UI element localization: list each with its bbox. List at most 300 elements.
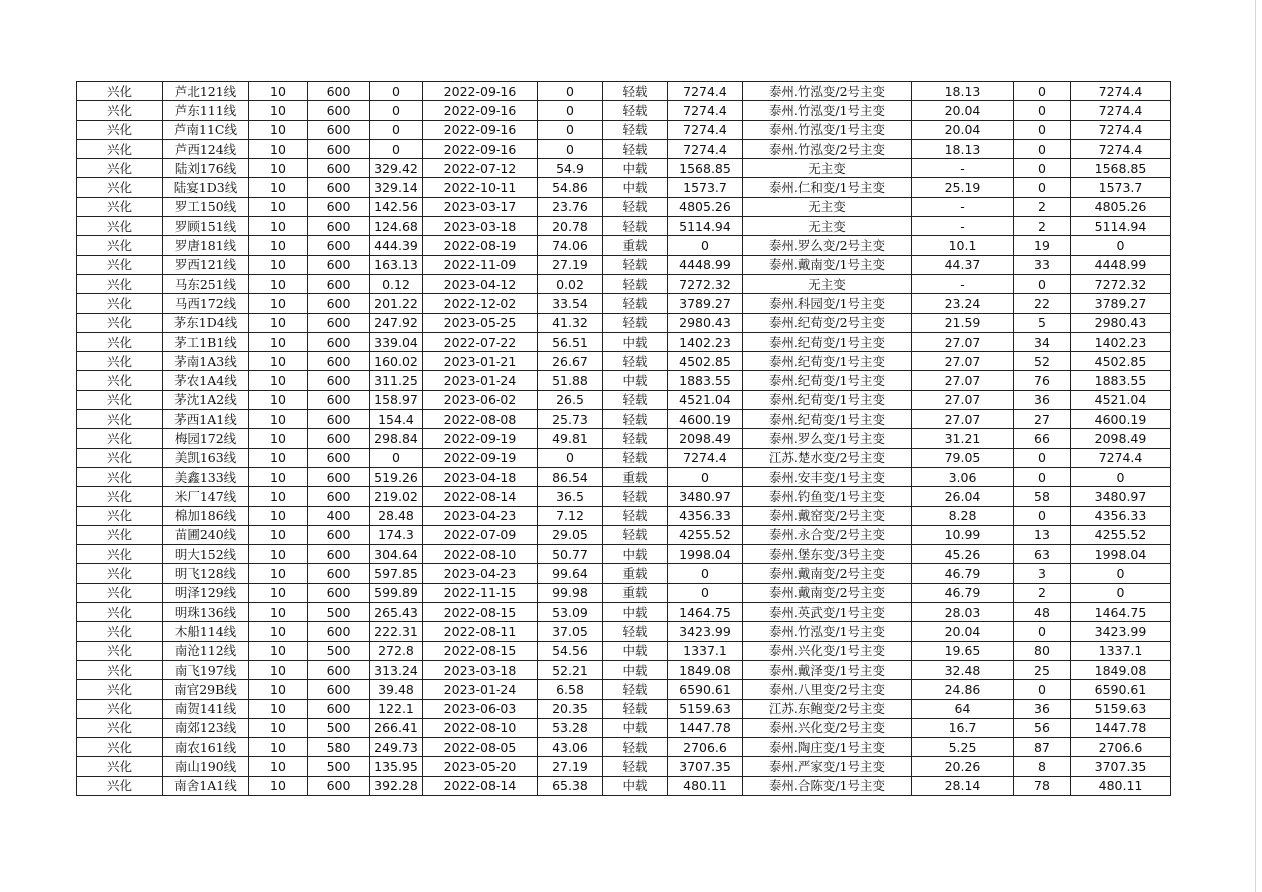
table-cell: 600 [308,545,370,564]
table-cell: 0 [668,564,743,583]
table-cell: 600 [308,487,370,506]
table-cell: 兴化 [77,583,163,602]
table-cell: 63 [1014,545,1071,564]
table-cell: 江苏.楚水变/2号主变 [743,448,912,467]
table-row [77,178,1171,197]
table-cell: 2022-09-19 [423,429,538,448]
table-cell: 58 [1014,487,1071,506]
table-cell: 轻载 [603,410,668,429]
table-cell: 10 [249,738,308,757]
table-cell: 27.07 [912,371,1014,390]
table-cell: 2022-07-22 [423,332,538,351]
table-cell: 芦南11C线 [163,120,249,139]
table-cell: 8.28 [912,506,1014,525]
table-cell: 南郊123线 [163,718,249,737]
table-cell: 轻载 [603,525,668,544]
table-cell: 480.11 [1071,776,1171,795]
table-cell: 16.7 [912,718,1014,737]
table-cell: 兴化 [77,641,163,660]
table-cell: 0 [1014,139,1071,158]
table-cell: 轻载 [603,429,668,448]
table-cell: 兴化 [77,757,163,776]
table-cell: 28.48 [370,506,423,525]
table-cell: 600 [308,236,370,255]
table-row [77,371,1171,390]
table-cell: 600 [308,776,370,795]
table-cell: 2023-05-25 [423,313,538,332]
table-cell: 南舍1A1线 [163,776,249,795]
table-cell: 2022-08-15 [423,603,538,622]
table-cell: 轻载 [603,139,668,158]
table-cell: 36 [1014,699,1071,718]
table-cell: 泰州.纪荀变/1号主变 [743,371,912,390]
table-cell: 轻载 [603,506,668,525]
table-cell: 明泽129线 [163,583,249,602]
table-cell: 兴化 [77,159,163,178]
table-cell: 泰州.陶庄变/1号主变 [743,738,912,757]
table-cell: 兴化 [77,101,163,120]
table-cell: 2023-06-03 [423,699,538,718]
table-row [77,699,1171,718]
table-cell: 10 [249,371,308,390]
table-row [77,660,1171,679]
table-cell: 25.73 [538,410,603,429]
table-cell: 500 [308,603,370,622]
table-cell: 0 [370,448,423,467]
table-cell: 10 [249,564,308,583]
table-row [77,448,1171,467]
table-cell: 86.54 [538,467,603,486]
table-cell: 兴化 [77,660,163,679]
table-cell: 10 [249,352,308,371]
table-cell: 10 [249,294,308,313]
table-cell: - [912,217,1014,236]
table-row [77,622,1171,641]
table-cell: 梅园172线 [163,429,249,448]
table-cell: 1573.7 [1071,178,1171,197]
table-cell: 兴化 [77,332,163,351]
table-cell: 79.05 [912,448,1014,467]
table-cell: 2023-05-20 [423,757,538,776]
table-cell: 泰州.兴化变/1号主变 [743,641,912,660]
table-cell: 中载 [603,371,668,390]
table-cell: 7274.4 [668,139,743,158]
table-cell: 2022-07-12 [423,159,538,178]
table-cell: 泰州.合陈变/1号主变 [743,776,912,795]
table-cell: 27.19 [538,255,603,274]
table-cell: 1447.78 [668,718,743,737]
table-cell: 10 [249,467,308,486]
table-cell: 美凯163线 [163,448,249,467]
table-cell: 0 [370,82,423,101]
table-cell: 2980.43 [1071,313,1171,332]
table-cell: 500 [308,757,370,776]
table-row [77,120,1171,139]
table-cell: 轻载 [603,757,668,776]
table-row [77,101,1171,120]
table-cell: 2022-09-16 [423,82,538,101]
table-cell: 600 [308,82,370,101]
table-cell: 600 [308,448,370,467]
table-cell: 2022-07-09 [423,525,538,544]
table-cell: 泰州.八里变/2号主变 [743,680,912,699]
table-cell: 无主变 [743,197,912,216]
table-cell: 5.25 [912,738,1014,757]
table-cell: 21.59 [912,313,1014,332]
table-cell: 兴化 [77,313,163,332]
table-cell: 泰州.纪荀变/1号主变 [743,352,912,371]
table-cell: 1998.04 [668,545,743,564]
table-cell: 3480.97 [668,487,743,506]
table-cell: 311.25 [370,371,423,390]
table-cell: 163.13 [370,255,423,274]
table-cell: 兴化 [77,294,163,313]
table-cell: 罗西121线 [163,255,249,274]
table-cell: 轻载 [603,352,668,371]
table-cell: 600 [308,699,370,718]
table-cell: 0 [1014,467,1071,486]
table-cell: 247.92 [370,313,423,332]
table-cell: 1573.7 [668,178,743,197]
table-cell: 2022-08-11 [423,622,538,641]
table-cell: 154.4 [370,410,423,429]
table-cell: 64 [912,699,1014,718]
table-cell: 罗唐181线 [163,236,249,255]
table-cell: 2022-09-16 [423,139,538,158]
table-cell: 7274.4 [1071,120,1171,139]
table-cell: 泰州.竹泓变/2号主变 [743,82,912,101]
table-cell: 兴化 [77,738,163,757]
table-cell: 7274.4 [1071,82,1171,101]
table-cell: 266.41 [370,718,423,737]
table-cell: 泰州.戴南变/2号主变 [743,583,912,602]
table-cell: 76 [1014,371,1071,390]
table-cell: 南飞197线 [163,660,249,679]
table-cell: 22 [1014,294,1071,313]
table-cell: 南农161线 [163,738,249,757]
table-cell: 600 [308,217,370,236]
table-cell: 400 [308,506,370,525]
table-cell: 160.02 [370,352,423,371]
table-cell: 27.07 [912,352,1014,371]
table-cell: 1402.23 [668,332,743,351]
table-cell: 泰州.戴南变/1号主变 [743,255,912,274]
table-cell: 0 [1014,120,1071,139]
table-cell: 1998.04 [1071,545,1171,564]
table-cell: 20.04 [912,120,1014,139]
table-cell: 泰州.戴泽变/1号主变 [743,660,912,679]
table-cell: 5159.63 [668,699,743,718]
table-cell: 6.58 [538,680,603,699]
table-cell: 兴化 [77,506,163,525]
table-cell: 33.54 [538,294,603,313]
table-cell: 4502.85 [1071,352,1171,371]
table-cell: 0.12 [370,274,423,293]
table-row [77,525,1171,544]
table-cell: 142.56 [370,197,423,216]
table-cell: 泰州.科园变/1号主变 [743,294,912,313]
table-cell: 46.79 [912,564,1014,583]
table-row [77,139,1171,158]
table-cell: 10 [249,776,308,795]
table-cell: 2098.49 [668,429,743,448]
table-row [77,757,1171,776]
table-cell: 4448.99 [1071,255,1171,274]
table-cell: 4521.04 [1071,390,1171,409]
table-cell: 3423.99 [668,622,743,641]
table-cell: 10 [249,699,308,718]
table-cell: 轻载 [603,699,668,718]
table-cell: 10 [249,641,308,660]
table-cell: 19.65 [912,641,1014,660]
table-cell: 0 [1014,101,1071,120]
table-cell: 10 [249,139,308,158]
table-cell: 泰州.安丰变/1号主变 [743,467,912,486]
table-cell: 54.86 [538,178,603,197]
table-cell: 2023-04-18 [423,467,538,486]
table-cell: 泰州.严家变/1号主变 [743,757,912,776]
table-cell: 10 [249,622,308,641]
table-cell: 泰州.钓鱼变/1号主变 [743,487,912,506]
table-cell: 37.05 [538,622,603,641]
table-cell: 600 [308,178,370,197]
table-cell: 87 [1014,738,1071,757]
table-cell: 99.64 [538,564,603,583]
table-cell: 兴化 [77,390,163,409]
table-cell: 10 [249,120,308,139]
table-cell: 1883.55 [1071,371,1171,390]
table-cell: 33 [1014,255,1071,274]
table-cell: 泰州.纪荀变/1号主变 [743,332,912,351]
table-row [77,738,1171,757]
table-row [77,467,1171,486]
table-row [77,545,1171,564]
table-cell: 0 [668,583,743,602]
table-cell: 泰州.堡东变/3号主变 [743,545,912,564]
table-cell: 158.97 [370,390,423,409]
table-cell: 棉加186线 [163,506,249,525]
table-cell: 20.26 [912,757,1014,776]
table-cell: 26.67 [538,352,603,371]
table-cell: 34 [1014,332,1071,351]
table-cell: 轻载 [603,294,668,313]
table-cell: 49.81 [538,429,603,448]
table-cell: 26.5 [538,390,603,409]
table-cell: 明珠136线 [163,603,249,622]
table-cell: 1568.85 [668,159,743,178]
table-cell: 4356.33 [668,506,743,525]
table-cell: 兴化 [77,217,163,236]
table-cell: 兴化 [77,274,163,293]
table-cell: 兴化 [77,178,163,197]
table-cell: 0 [370,120,423,139]
table-cell: 中载 [603,641,668,660]
table-row [77,294,1171,313]
table-cell: 兴化 [77,410,163,429]
table-cell: 0 [668,236,743,255]
table-cell: 重载 [603,564,668,583]
table-cell: 泰州.竹泓变/1号主变 [743,101,912,120]
table-cell: 2022-08-15 [423,641,538,660]
table-cell: 南官29B线 [163,680,249,699]
table-cell: 48 [1014,603,1071,622]
table-cell: 4805.26 [1071,197,1171,216]
table-cell: 0 [1071,583,1171,602]
table-row [77,197,1171,216]
table-cell: 无主变 [743,274,912,293]
table-cell: 1568.85 [1071,159,1171,178]
table-cell: 2022-08-14 [423,776,538,795]
table-cell: 10 [249,197,308,216]
table-cell: 313.24 [370,660,423,679]
table-cell: 泰州.罗么变/2号主变 [743,236,912,255]
table-body [77,82,1171,796]
table-cell: 10 [249,603,308,622]
table-cell: 36 [1014,390,1071,409]
table-cell: 600 [308,410,370,429]
table-cell: 1337.1 [1071,641,1171,660]
table-cell: 600 [308,139,370,158]
table-cell: 27.19 [538,757,603,776]
table-cell: 4502.85 [668,352,743,371]
table-cell: 1402.23 [1071,332,1171,351]
table-cell: 2022-09-16 [423,101,538,120]
table-cell: 2022-11-09 [423,255,538,274]
table-cell: 兴化 [77,776,163,795]
table-cell: 600 [308,255,370,274]
table-cell: 0 [370,139,423,158]
table-cell: 南沧112线 [163,641,249,660]
table-row [77,390,1171,409]
table-cell: 兴化 [77,429,163,448]
table-cell: 3707.35 [668,757,743,776]
table-cell: 2023-01-21 [423,352,538,371]
table-cell: 519.26 [370,467,423,486]
table-cell: 兴化 [77,255,163,274]
table-cell: 茅东1D4线 [163,313,249,332]
table-cell: 2023-03-17 [423,197,538,216]
table-row [77,641,1171,660]
table-cell: 0 [1071,467,1171,486]
table-cell: 泰州.纪荀变/2号主变 [743,313,912,332]
table-cell: 中载 [603,545,668,564]
table-cell: 江苏.东鲍变/2号主变 [743,699,912,718]
table-row [77,82,1171,101]
table-cell: 木船114线 [163,622,249,641]
table-cell: 10 [249,429,308,448]
table-cell: 444.39 [370,236,423,255]
table-cell: 600 [308,467,370,486]
table-cell: 马东251线 [163,274,249,293]
table-cell: 10 [249,487,308,506]
table-cell: 3423.99 [1071,622,1171,641]
table-cell: 中载 [603,660,668,679]
table-cell: 43.06 [538,738,603,757]
table-cell: 1337.1 [668,641,743,660]
table-cell: 600 [308,660,370,679]
table-row [77,776,1171,795]
table-cell: 10 [249,255,308,274]
table-cell: 4521.04 [668,390,743,409]
table-cell: 19 [1014,236,1071,255]
table-cell: 2022-09-16 [423,120,538,139]
table-row [77,564,1171,583]
table-cell: 20.04 [912,622,1014,641]
table-cell: 轻载 [603,82,668,101]
table-row [77,583,1171,602]
table-cell: 泰州.戴南变/2号主变 [743,564,912,583]
table-cell: 99.98 [538,583,603,602]
table-cell: 3789.27 [668,294,743,313]
table-cell: 2023-03-18 [423,660,538,679]
table-cell: 500 [308,718,370,737]
table-cell: 兴化 [77,371,163,390]
table-cell: 兴化 [77,448,163,467]
table-cell: 兴化 [77,525,163,544]
table-cell: - [912,274,1014,293]
table-row [77,159,1171,178]
table-cell: 0 [370,101,423,120]
table-cell: 10 [249,101,308,120]
table-cell: 53.09 [538,603,603,622]
table-cell: 23.24 [912,294,1014,313]
table-cell: 2022-09-19 [423,448,538,467]
table-cell: 苗圃240线 [163,525,249,544]
table-cell: 600 [308,159,370,178]
table-cell: 兴化 [77,236,163,255]
table-cell: 600 [308,525,370,544]
table-cell: 66 [1014,429,1071,448]
table-cell: 597.85 [370,564,423,583]
table-cell: 兴化 [77,680,163,699]
table-cell: 0 [538,139,603,158]
table-row [77,680,1171,699]
table-cell: 4356.33 [1071,506,1171,525]
table-cell: 27.07 [912,410,1014,429]
table-cell: 兴化 [77,545,163,564]
table-cell: 329.42 [370,159,423,178]
table-cell: 茅工1B1线 [163,332,249,351]
table-cell: 580 [308,738,370,757]
table-cell: 10 [249,757,308,776]
table-cell: 2098.49 [1071,429,1171,448]
table-cell: 南山190线 [163,757,249,776]
table-cell: 46.79 [912,583,1014,602]
page-edge-line [1255,0,1256,892]
table-cell: 0 [1014,82,1071,101]
table-cell: 5114.94 [668,217,743,236]
table-cell: 265.43 [370,603,423,622]
table-cell: 茅沈1A2线 [163,390,249,409]
table-cell: 3707.35 [1071,757,1171,776]
table-cell: 26.04 [912,487,1014,506]
table-cell: 中载 [603,178,668,197]
table-cell: 泰州.竹泓变/1号主变 [743,120,912,139]
table-cell: 兴化 [77,82,163,101]
table-cell: 329.14 [370,178,423,197]
table-cell: 20.78 [538,217,603,236]
table-cell: 2022-08-19 [423,236,538,255]
table-cell: 0 [1071,564,1171,583]
table-cell: 10.1 [912,236,1014,255]
table-cell: 298.84 [370,429,423,448]
table-cell: 1447.78 [1071,718,1171,737]
table-cell: 174.3 [370,525,423,544]
table-cell: 兴化 [77,467,163,486]
table-cell: 无主变 [743,159,912,178]
table-cell: 芦北121线 [163,82,249,101]
table-cell: 41.32 [538,313,603,332]
